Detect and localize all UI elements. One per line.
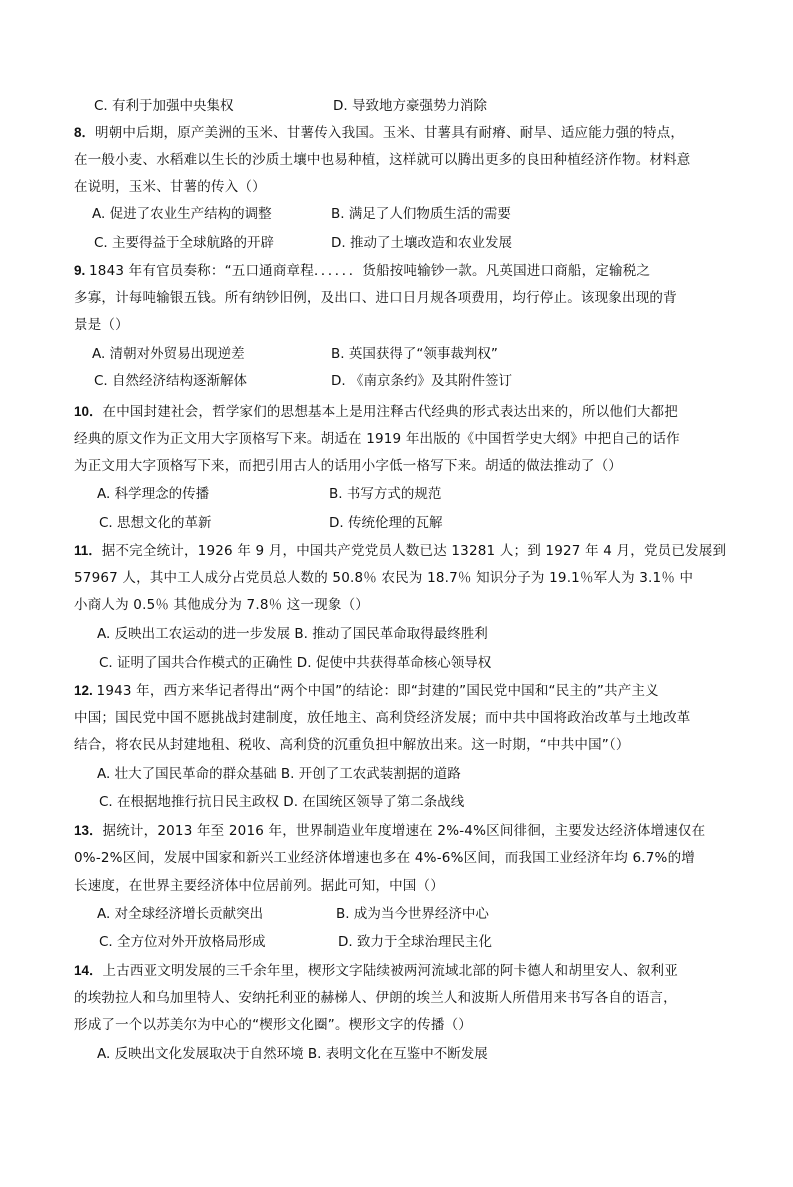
q9-line-2: 多寡，计每吨输银五钱。所有纳钞旧例，及出口、进口日月规各项费用，均行停止。该现象出现的背 — [74, 290, 677, 306]
q14-line-3: 形成了一个以苏美尔为中心的“楔形文化圈”。楔形文字的传播（） — [74, 1017, 472, 1033]
q12-options-cd[interactable]: C. 在根据地推行抗日民主政权 D. 在国统区领导了第二条战线 — [99, 794, 465, 810]
q7-option-c[interactable]: C. 有利于加强中央集权 — [94, 98, 234, 114]
q10-line-1 — [74, 402, 678, 422]
q14-line-1 — [74, 961, 678, 981]
q9-text-1: 1843 年有官员奏称：“五口通商章程．．．．．．货船按吨输钞一款。凡英国进口商船，定输税之 — [89, 263, 651, 279]
q7-option-d[interactable]: D. 导致地方豪强势力消除 — [333, 98, 487, 114]
q13-option-a[interactable]: A. 对全球经济增长贡献突出 — [97, 906, 264, 922]
q10-option-b[interactable]: B. 书写方式的规范 — [329, 486, 442, 502]
q14-text-1: 上古西亚文明发展的三千余年里，楔形文字陆续被两河流域北部的阿卡德人和胡里安人、叙利亚 — [102, 963, 678, 979]
q9-line-1 — [74, 261, 650, 281]
q13-line-3: 长速度，在世界主要经济体中位居前列。据此可知，中国（） — [74, 878, 444, 894]
q12-line-3: 结合，将农民从封建地租、税收、高利贷的沉重负担中解放出来。这一时期，“中共中国”（） — [74, 737, 630, 753]
q11-number: 11． — [74, 543, 102, 558]
q11-text-1: 据不完全统计，1926 年 9 月，中国共产党党员人数已达 13281 人；到 1927 年 4 月，党员已发展到 — [101, 543, 727, 559]
q13-number: 13． — [74, 823, 103, 838]
q9-option-a[interactable]: A. 清朝对外贸易出现逆差 — [92, 346, 245, 362]
q9-option-d[interactable]: D. 《南京条约》及其附件签订 — [331, 373, 512, 389]
q12-line-2: 中国；国民党中国不愿挑战封建制度，放任地主、高利贷经济发展；而中共中国将政治改革与土地改革 — [74, 710, 691, 726]
q10-option-c[interactable]: C. 思想文化的革新 — [99, 515, 212, 531]
q8-number: 8． — [74, 125, 96, 140]
q8-option-c[interactable]: C. 主要得益于全球航路的开辟 — [94, 235, 275, 251]
q13-option-d[interactable]: D. 致力于全球治理民主化 — [338, 934, 492, 950]
q10-line-2: 经典的原文作为正文用大字顶格写下来。胡适在 1919 年出版的《中国哲学史大纲》中把自己的话作 — [74, 431, 680, 447]
q8-option-b[interactable]: B. 满足了人们物质生活的需要 — [331, 206, 511, 222]
q14-number: 14． — [74, 963, 103, 978]
q12-line-1 — [74, 681, 659, 701]
q14-options-ab[interactable]: A. 反映出文化发展取决于自然环境 B. 表明文化在互鉴中不断发展 — [97, 1046, 488, 1062]
q13-line-2: 0%-2%区间，发展中国家和新兴工业经济体增速也多在 4%-6%区间，而我国工业经济年均 6.7%的增 — [74, 850, 695, 866]
q9-line-3: 景是（） — [74, 317, 129, 333]
q9-option-c[interactable]: C. 自然经济结构逐渐解体 — [94, 373, 248, 389]
q13-option-c[interactable]: C. 全方位对外开放格局形成 — [99, 934, 266, 950]
q11-line-3: 小商人为 0.5％ 其他成分为 7.8％ 这一现象（） — [74, 597, 370, 613]
q10-option-d[interactable]: D. 传统伦理的瓦解 — [329, 515, 443, 531]
q11-line-1 — [74, 541, 726, 561]
q12-options-ab[interactable]: A. 壮大了国民革命的群众基础 B. 开创了工农武装割据的道路 — [97, 766, 461, 782]
q9-option-b[interactable]: B. 英国获得了“领事裁判权” — [331, 346, 498, 362]
q11-options-ab[interactable]: A. 反映出工农运动的进一步发展 B. 推动了国民革命取得最终胜利 — [97, 626, 488, 642]
q10-line-3: 为正文用大字顶格写下来，而把引用古人的话用小字低一格写下来。胡适的做法推动了（） — [74, 458, 622, 474]
q8-option-a[interactable]: A. 促进了农业生产结构的调整 — [92, 206, 272, 222]
q10-option-a[interactable]: A. 科学理念的传播 — [97, 486, 210, 502]
q14-line-2: 的埃勃拉人和乌加里特人、安纳托利亚的赫梯人、伊朗的埃兰人和波斯人所借用来书写各自的语言， — [74, 990, 677, 1006]
q9-number: 9. — [74, 263, 90, 278]
q12-text-1: 1943 年，西方来华记者得出“两个中国”的结论：即“封建的”国民党中国和“民主的”共产主义 — [96, 683, 659, 699]
q10-number: 10． — [74, 404, 103, 419]
q8-line-1 — [74, 123, 684, 143]
q8-line-3: 在说明，玉米、甘薯的传入（） — [74, 179, 266, 195]
q13-text-1: 据统计，2013 年至 2016 年，世界制造业年度增速在 2%-4%区间徘徊，主要发达经济体增速仅在 — [102, 823, 706, 839]
q10-text-1: 在中国封建社会，哲学家们的思想基本上是用注释古代经典的形式表达出来的，所以他们大都把 — [102, 404, 678, 420]
q8-text-1: 明朝中后期，原产美洲的玉米、甘薯传入我国。玉米、甘薯具有耐瘠、耐旱、适应能力强的特点， — [95, 125, 685, 141]
q13-line-1 — [74, 821, 705, 841]
q8-option-d[interactable]: D. 推动了土壤改造和农业发展 — [331, 235, 512, 251]
q8-line-2: 在一般小麦、水稻难以生长的沙质土壤中也易种植，这样就可以腾出更多的良田种植经济作物。材料意 — [74, 152, 691, 168]
q13-option-b[interactable]: B. 成为当今世界经济中心 — [336, 906, 489, 922]
q12-number: 12. — [74, 683, 97, 698]
q11-line-2: 57967 人，其中工人成分占党员总人数的 50.8％ 农民为 18.7％ 知识分子为 19.1％军人为 3.1％ 中 — [74, 570, 694, 586]
q11-options-cd[interactable]: C. 证明了国共合作模式的正确性 D. 促使中共获得革命核心领导权 — [99, 655, 492, 671]
